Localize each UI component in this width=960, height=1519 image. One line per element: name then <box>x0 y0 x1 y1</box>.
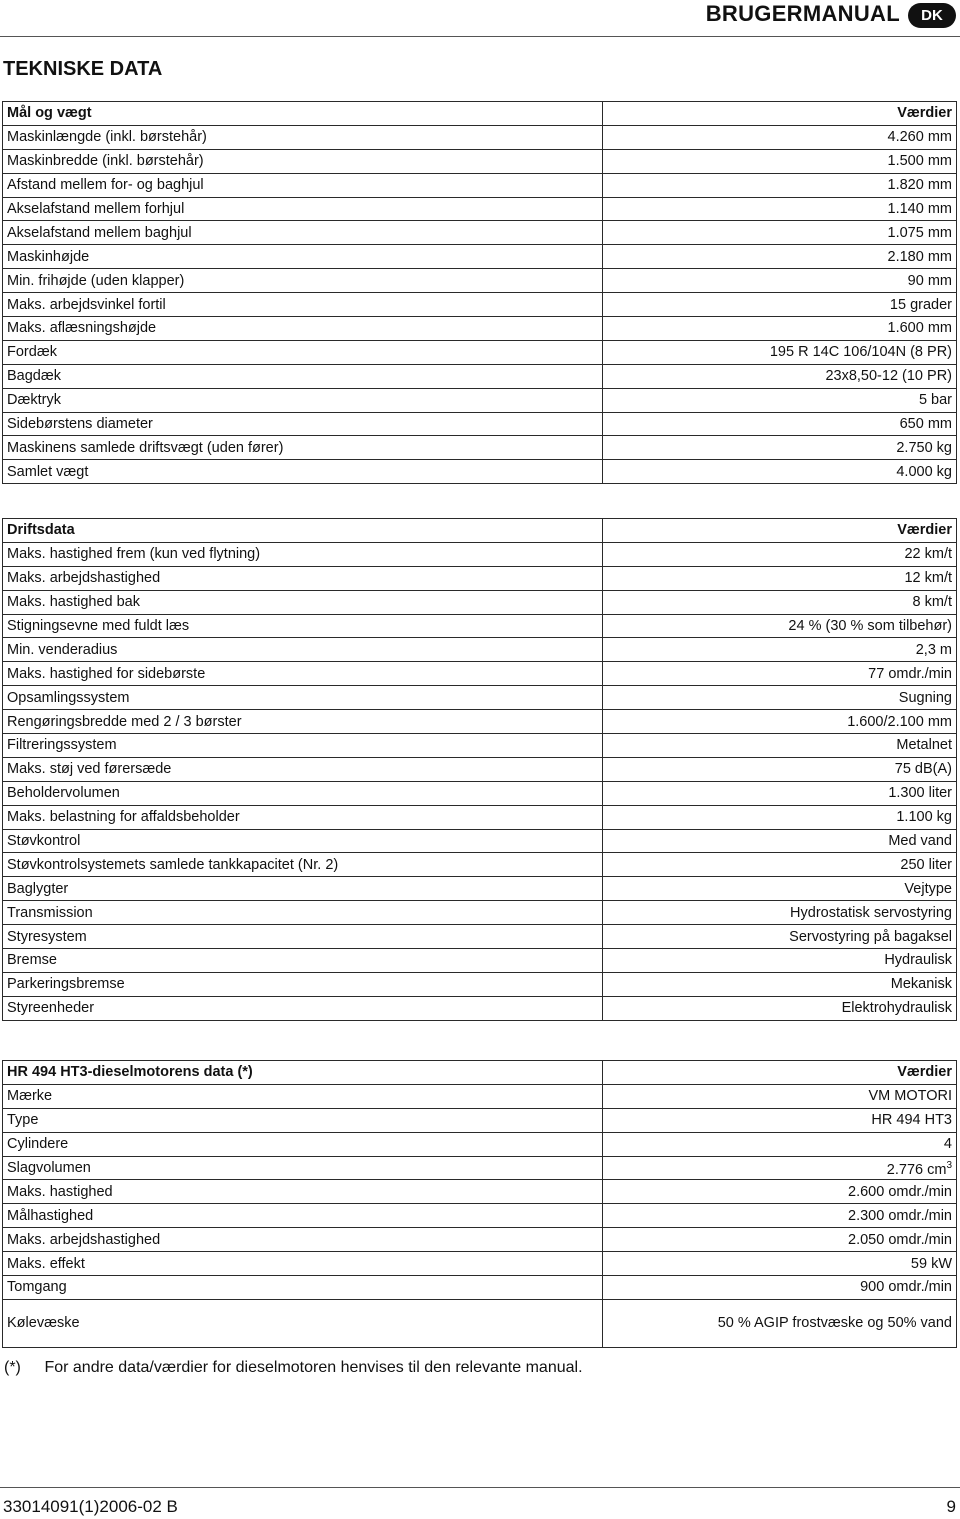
spec-label: Maskinlængde (inkl. børstehår) <box>3 125 603 149</box>
spec-value-text: 22 km/t <box>904 546 952 563</box>
spec-label: Maks. hastighed for sidebørste <box>3 662 603 686</box>
spec-value-text: 1.600 mm <box>887 320 952 337</box>
spec-value-text: Sugning <box>898 689 952 706</box>
table-row <box>3 221 957 245</box>
table-row <box>3 614 957 638</box>
spec-value-text: 250 liter <box>900 856 952 873</box>
spec-value-text: 75 dB(A) <box>894 761 952 778</box>
table-row <box>3 436 957 460</box>
spec-label: Støvkontrolsystemets samlede tankkapacitet (Nr. 2) <box>3 853 603 877</box>
spec-value-text: 8 km/t <box>912 594 952 611</box>
spec-label: Slagvolumen <box>3 1156 603 1180</box>
spec-value <box>603 566 957 590</box>
table-row <box>3 149 957 173</box>
spec-label: Styresystem <box>3 925 603 949</box>
table-row <box>3 1299 957 1347</box>
spec-value-text: 900 omdr./min <box>860 1279 952 1296</box>
spec-label: Tomgang <box>3 1276 603 1300</box>
spec-value <box>603 901 957 925</box>
spec-label: Akselafstand mellem baghjul <box>3 221 603 245</box>
spec-value-text: 59 kW <box>910 1255 952 1272</box>
spec-value-text: 2.776 cm <box>886 1161 947 1178</box>
spec-value-text: Metalnet <box>896 737 952 754</box>
spec-value-text: Elektrohydraulisk <box>841 1000 952 1017</box>
table-row <box>3 269 957 293</box>
table-row <box>3 1132 957 1156</box>
spec-value <box>603 1156 957 1180</box>
spec-value <box>603 1084 957 1108</box>
values-heading: Værdier <box>603 102 957 126</box>
spec-label: Dæktryk <box>3 388 603 412</box>
table-row <box>3 686 957 710</box>
spec-value <box>603 710 957 734</box>
spec-value-text: 1.140 mm <box>887 201 952 217</box>
spec-value-text: 1.500 mm <box>887 153 952 170</box>
spec-label: Maks. hastighed frem (kun ved flytning) <box>3 542 603 566</box>
spec-value <box>603 1276 957 1300</box>
table-row <box>3 972 957 996</box>
spec-label: Maks. hastighed bak <box>3 590 603 614</box>
table-header-row <box>3 102 957 126</box>
spec-value <box>603 638 957 662</box>
table-row <box>3 877 957 901</box>
spec-value <box>603 221 957 245</box>
table-header-row <box>3 1061 957 1085</box>
spec-value-text: 12 km/t <box>904 570 952 587</box>
spec-value-text: 1.600/2.100 mm <box>847 713 952 730</box>
table-row <box>3 412 957 436</box>
values-heading: Værdier <box>603 1061 957 1085</box>
spec-label: Maks. aflæsningshøjde <box>3 317 603 341</box>
footer-divider <box>0 1487 960 1488</box>
footnote-mark: (*) <box>4 1359 21 1376</box>
table-row <box>3 901 957 925</box>
spec-label: Parkeringsbremse <box>3 972 603 996</box>
spec-value-text: 4.260 mm <box>887 129 952 146</box>
table-row <box>3 1108 957 1132</box>
language-badge: DK <box>908 3 956 28</box>
spec-label: Transmission <box>3 901 603 925</box>
spec-value <box>603 590 957 614</box>
table-row <box>3 245 957 269</box>
spec-label: Stigningsevne med fuldt læs <box>3 614 603 638</box>
table-row <box>3 317 957 341</box>
spec-value-text: 2.300 omdr./min <box>848 1207 952 1224</box>
spec-value-text: HR 494 HT3 <box>871 1112 952 1129</box>
spec-value-text: 50 % AGIP frostvæske og 50% vand <box>717 1315 952 1332</box>
table-row <box>3 805 957 829</box>
spec-label: Maskinens samlede driftsvægt (uden fører) <box>3 436 603 460</box>
table-row <box>3 364 957 388</box>
spec-value <box>603 149 957 173</box>
table-row <box>3 1228 957 1252</box>
spec-value <box>603 269 957 293</box>
spec-label: Maks. belastning for affaldsbeholder <box>3 805 603 829</box>
spec-label: Maks. arbejdsvinkel fortil <box>3 293 603 317</box>
document-code: 33014091(1)2006-02 B <box>3 1497 178 1516</box>
spec-label: Maskinhøjde <box>3 245 603 269</box>
table-row <box>3 1084 957 1108</box>
spec-value <box>603 460 957 484</box>
spec-value-text: 2.600 omdr./min <box>848 1183 952 1200</box>
spec-value <box>603 877 957 901</box>
footnote <box>4 1359 583 1377</box>
dimensions-weight-table <box>2 101 957 484</box>
table-header-row <box>3 519 957 543</box>
spec-value-text: 2.180 mm <box>887 248 952 265</box>
table-row <box>3 1252 957 1276</box>
spec-label: Styreenheder <box>3 996 603 1020</box>
spec-label: Samlet vægt <box>3 460 603 484</box>
spec-value <box>603 388 957 412</box>
spec-label: Støvkontrol <box>3 829 603 853</box>
spec-value-text: Hydraulisk <box>884 952 952 969</box>
spec-value-text: 2,3 m <box>915 641 952 658</box>
spec-value <box>603 245 957 269</box>
spec-label: Min. frihøjde (uden klapper) <box>3 269 603 293</box>
table-row <box>3 949 957 973</box>
spec-label: Opsamlingssystem <box>3 686 603 710</box>
spec-value-text: 15 grader <box>889 296 952 313</box>
spec-value <box>603 853 957 877</box>
spec-label: Cylindere <box>3 1132 603 1156</box>
spec-value-text: 24 % (30 % som tilbehør) <box>788 618 952 634</box>
spec-value <box>603 1252 957 1276</box>
spec-value <box>603 293 957 317</box>
spec-value-text: 2.750 kg <box>896 439 952 456</box>
table-row <box>3 566 957 590</box>
spec-label: Maks. effekt <box>3 1252 603 1276</box>
spec-label: Maks. arbejdshastighed <box>3 1228 603 1252</box>
table-row <box>3 1276 957 1300</box>
table-row <box>3 996 957 1020</box>
spec-value <box>603 614 957 638</box>
spec-value <box>603 317 957 341</box>
spec-label: Målhastighed <box>3 1204 603 1228</box>
spec-value-text: Vejtype <box>904 880 952 897</box>
spec-value <box>603 1180 957 1204</box>
values-heading: Værdier <box>603 519 957 543</box>
spec-label: Baglygter <box>3 877 603 901</box>
spec-value-text: 23x8,50-12 (10 PR) <box>825 368 952 385</box>
spec-value-text: 5 bar <box>918 392 952 409</box>
spec-value <box>603 996 957 1020</box>
spec-label: Afstand mellem for- og baghjul <box>3 173 603 197</box>
spec-value <box>603 1299 957 1347</box>
footnote-text: For andre data/værdier for dieselmotoren henvises til den relevante manual. <box>44 1359 583 1376</box>
header-divider <box>0 36 960 37</box>
spec-label: Kølevæske <box>3 1299 603 1347</box>
spec-value <box>603 1132 957 1156</box>
table-row <box>3 388 957 412</box>
spec-value <box>603 781 957 805</box>
spec-value-text: 4.000 kg <box>896 463 952 480</box>
table-row <box>3 197 957 221</box>
table-row <box>3 662 957 686</box>
spec-value <box>603 686 957 710</box>
spec-value <box>603 949 957 973</box>
spec-value <box>603 173 957 197</box>
table-row <box>3 590 957 614</box>
page-header <box>0 0 960 34</box>
table-row <box>3 542 957 566</box>
spec-value <box>603 829 957 853</box>
spec-value-text: 1.820 mm <box>887 177 952 194</box>
table-row <box>3 1180 957 1204</box>
table-row <box>3 173 957 197</box>
spec-label: Rengøringsbredde med 2 / 3 børster <box>3 710 603 734</box>
spec-label: Maks. arbejdshastighed <box>3 566 603 590</box>
spec-value <box>603 925 957 949</box>
spec-value <box>603 436 957 460</box>
spec-value <box>603 125 957 149</box>
spec-value <box>603 197 957 221</box>
spec-value-text: Hydrostatisk servostyring <box>790 904 952 921</box>
spec-value <box>603 972 957 996</box>
spec-value-text: 90 mm <box>907 272 952 289</box>
manual-title: BRUGERMANUAL <box>705 1 900 26</box>
page-number: 9 <box>946 1497 956 1516</box>
spec-label: Maks. støj ved førersæde <box>3 757 603 781</box>
table-row <box>3 1156 957 1180</box>
spec-label: Mærke <box>3 1084 603 1108</box>
table-row <box>3 853 957 877</box>
table-row <box>3 829 957 853</box>
spec-value <box>603 662 957 686</box>
spec-label: Sidebørstens diameter <box>3 412 603 436</box>
spec-value <box>603 1204 957 1228</box>
spec-value <box>603 542 957 566</box>
spec-label: Bagdæk <box>3 364 603 388</box>
spec-value <box>603 340 957 364</box>
spec-label: Maskinbredde (inkl. børstehår) <box>3 149 603 173</box>
spec-value <box>603 1228 957 1252</box>
diesel-engine-table <box>2 1060 957 1348</box>
spec-value <box>603 734 957 758</box>
table-row <box>3 710 957 734</box>
spec-label: Akselafstand mellem forhjul <box>3 197 603 221</box>
table-row <box>3 125 957 149</box>
table-row <box>3 781 957 805</box>
spec-value-text: Med vand <box>888 833 952 850</box>
section-heading: Mål og vægt <box>3 102 603 126</box>
section-heading: Driftsdata <box>3 519 603 543</box>
operating-data-table <box>2 518 957 1021</box>
spec-value <box>603 1108 957 1132</box>
spec-value-text: 1.075 mm <box>887 224 952 241</box>
unit-exponent: 3 <box>946 1160 952 1172</box>
table-row <box>3 340 957 364</box>
spec-value <box>603 805 957 829</box>
spec-value-text: 4 <box>943 1136 952 1153</box>
spec-label: Bremse <box>3 949 603 973</box>
table-row <box>3 1204 957 1228</box>
spec-value-text: Mekanisk <box>890 976 952 993</box>
spec-value-text: VM MOTORI <box>868 1088 952 1105</box>
spec-value <box>603 412 957 436</box>
spec-label: Fordæk <box>3 340 603 364</box>
page-title: TEKNISKE DATA <box>3 58 163 80</box>
spec-label: Maks. hastighed <box>3 1180 603 1204</box>
spec-value-text: Servostyring på bagaksel <box>789 928 952 945</box>
table-row <box>3 638 957 662</box>
spec-value-text: 77 omdr./min <box>868 665 952 682</box>
section-heading: HR 494 HT3-dieselmotorens data (*) <box>3 1061 603 1085</box>
table-row <box>3 293 957 317</box>
spec-value-text: 195 R 14C 106/104N (8 PR) <box>769 344 952 361</box>
table-row <box>3 757 957 781</box>
spec-value-text: 1.100 kg <box>896 809 952 826</box>
table-row <box>3 460 957 484</box>
spec-value <box>603 364 957 388</box>
table-row <box>3 734 957 758</box>
table-row <box>3 925 957 949</box>
spec-label: Min. venderadius <box>3 638 603 662</box>
spec-label: Beholdervolumen <box>3 781 603 805</box>
spec-value-text: 2.050 omdr./min <box>848 1231 952 1248</box>
spec-value-text: 650 mm <box>899 416 952 433</box>
spec-label: Type <box>3 1108 603 1132</box>
spec-label: Filtreringssystem <box>3 734 603 758</box>
spec-value <box>603 757 957 781</box>
spec-value-text: 1.300 liter <box>888 785 952 802</box>
